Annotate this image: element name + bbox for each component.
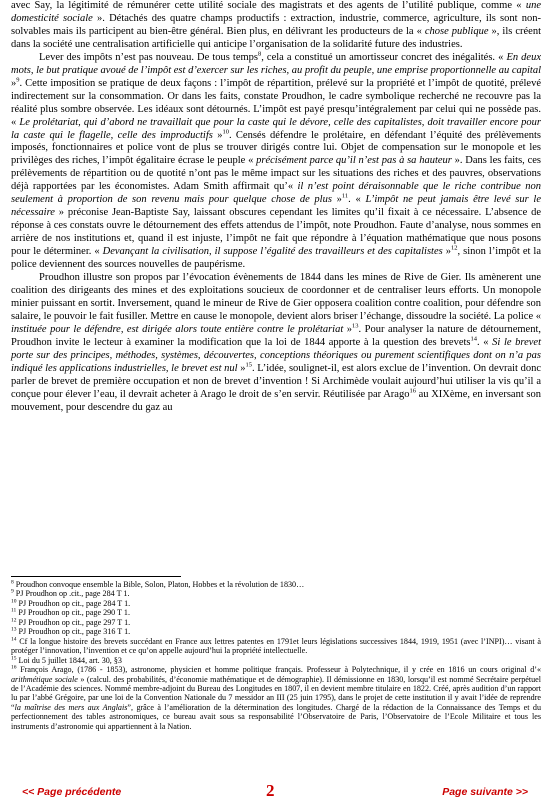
footnote-ref: 15: [11, 654, 17, 661]
footnote-ref: 13: [352, 322, 359, 330]
text-run: avec Say, la légitimité de rémunérer cette utilité sociale des magistrats et des agents de l’utilité publique, comme «: [11, 0, 526, 11]
page-number: 2: [266, 781, 275, 800]
footnote: [11, 627, 541, 636]
text-run: . «: [348, 194, 366, 206]
text-run: . Cette imposition se pratique de deux façons : l’impôt de répartition, prélevé sur la propriété et l’impôt de quotité, prélevé indirectement sur la consommation. Or dans les faits, constate Proudhon, le cadre symbolique recherché ne recouvre pas la réalité plus sombre observée. Les idéaux sont détournés. L’impôt est payé presqu’intégralement par celui qui ne possède pas. «: [11, 77, 541, 128]
footnote-ref: 9: [16, 76, 20, 84]
quote-text: il n’est point déraisonnable que le riche contribue non seulement à proportion de son revenu mais pour quelque chose de plus: [11, 181, 541, 206]
previous-page-link[interactable]: << Page précédente: [22, 786, 122, 798]
footnote: [11, 637, 541, 656]
text-run: . «: [477, 336, 493, 348]
text-run: », ils créent dans la société une centralisation artificielle qui anticipe l’organisation de la solidarité future des industries.: [11, 25, 541, 50]
text-run: , cela a constitué un amortisseur concret des inégalités. «: [261, 51, 507, 63]
text-run: Loi du 5 juillet 1844, art. 30, §3: [16, 655, 122, 665]
text-run: au XIXème, en inversant son mouvement, pour descendre du gaz au: [11, 388, 541, 413]
text-run: ». Dans les faits, ces prélèvements de répartition ou de quotité n’ont pas le même impact sur les situations des riches et des pauvres, observations déjà rapportées par les économistes. Adam Smith affirmait qu’«: [11, 155, 541, 193]
quote-text: Si le brevet porte sur des principes, méthodes, systèmes, découvertes, conceptions théoriques ou purement scientifiques dont on n’a pas indiqué les applications industrielles, le brevet est nul: [11, 336, 542, 374]
footnote: [11, 599, 541, 608]
text-run: » (calcul. des probabilités, d’économie mathématique et de démographie). Il démissionne en 1830, lorsqu’il est nommé Secrétaire perpétuel de l’Académie des sciences. Nommé membre-adjoint du Bureau des Longitudes en 1807, il en devient membre titulaire en 1822. Créé, après audition d’un rapport lu par l’abbé Grégoire, par une loi de la Convention Nationale du 7 messidor an III (25 juin 1795), dans le projet de cette institution il y avait l’idée de reprendre “: [11, 674, 542, 712]
footnote-ref: 16: [409, 387, 416, 395]
footnote: [11, 589, 541, 598]
footnote-separator: [11, 576, 181, 577]
footnote: [11, 656, 541, 665]
footnote: [11, 665, 541, 731]
text-run: , sinon l’impôt et la police deviennent des sources nouvelles de paupérisme.: [11, 246, 541, 271]
footnote-ref: 14: [470, 335, 478, 343]
footnote-ref: 10: [11, 598, 17, 605]
paragraph: [11, 0, 541, 52]
quote-text: la maîtrise des mers aux Anglais: [14, 702, 128, 712]
text-run: PJ Proudhon op .cit., page 284 T 1.: [13, 589, 130, 599]
footnote-ref: 8: [257, 50, 262, 58]
quote-text: L’impôt ne peut jamais être levé sur le nécessaire: [11, 194, 542, 219]
footnote-ref: 9: [11, 588, 14, 595]
footnote: [11, 608, 541, 617]
text-run: »: [331, 194, 342, 206]
text-run: PJ Proudhon op cit., page 284 T 1.: [16, 598, 131, 608]
text-run: Proudhon convoque ensemble la Bible, Solon, Platon, Hobbes et la révolution de 1830…: [13, 580, 305, 589]
footnote-ref: 13: [11, 626, 17, 633]
footnote-ref: 12: [451, 244, 458, 252]
quote-text: Devançant la civilisation, il suppose l’égalité des travailleurs et des capitalistes: [102, 246, 443, 258]
footnote-ref: 11: [341, 192, 349, 200]
paragraph: [11, 52, 541, 272]
quote-text: En deux mots, le but pratique avoué de l’impôt est d’exercer sur les riches, au profit du peuple, une emprise proportionnelle au capital: [11, 51, 541, 76]
text-run: »: [343, 323, 353, 335]
quote-text: arithmétique sociale: [11, 674, 78, 684]
text-run: »: [442, 246, 451, 258]
page-navigation: [0, 782, 550, 804]
text-run: »: [212, 129, 223, 141]
next-page-link[interactable]: Page suivante >>: [442, 786, 528, 798]
text-run: François Arago, (1786 - 1853), astronome, physicien et homme politique français. Professeur à Polytechnique, il y crée en 1816 un cours original d’«: [16, 665, 541, 675]
footnotes: [11, 576, 541, 731]
text-run: ”, grâce à l’amélioration de la détermination des longitudes. Chargé de la rédaction de la Connaissance des Temps et du perfectionnement des tables astronomiques, ce bureau avait sous sa responsabilité l’Observatoire de Paris, l’Observatoire de l’Ecole Militaire et tous les instruments d’astronomie qui appartiennent à la Nation.: [11, 702, 541, 731]
text-run: » préconise Jean-Baptiste Say, laissant obscures cependant les limites qu’il fixait à ce nécessaire. L’absence de réponse à ces constats ouvre le détournement des effets attendus de l’impôt, note Proudhon. Faute d’analyse, nous sommes en arrière de nos institutions et, quand il est injuste, l’impôt ne fait que répondre à l’équation mathématique que nous posons pour le déterminer. «: [11, 207, 541, 258]
text-run: Proudhon illustre son propos par l’évocation évènements de 1844 dans les mines de Rive de Gier. Ils amènerent une coalition des dirigeants des mines et des exploitations soucieux de coordonner et de centraliser leurs efforts. Un monopole minier puissant en sortit. Inversement, quand le mineur de Rive de Gier opposera coalition contre coalition, pour défendre son salaire, le pouvoir le fait fusiller. Mettre en cause le monopole, devient alors briser l’échange, dissoudre la société. La police «: [11, 272, 541, 322]
text-run: PJ Proudhon op cit., page 290 T 1.: [16, 608, 130, 618]
footnote: [11, 618, 541, 627]
footnote-ref: 8: [11, 579, 14, 586]
footnote-ref: 10: [222, 128, 229, 136]
quote-text: précisément parce qu’il n’est pas à sa hauteur: [256, 155, 452, 167]
text-run: PJ Proudhon op cit., page 297 T 1.: [16, 617, 131, 627]
text-run: . Censés défendre le prolétaire, en défendant l’équité des prélèvements imposés, fonctionnaires et police vont de plus se trouver dirigés contre lui. Objet de compensation sur le monopole et les privilèges des riches, l’impôt égalitaire écrase le peuple «: [11, 129, 542, 167]
footnote-list: [11, 580, 541, 731]
text-run: Cf la longue histoire des brevets succédant en France aux lettres patentes en 1791et leurs législations successives 1844, 1919, 1951 (avec l’INPI)… visant à protéger l’innovation, l’invention et ce qu’on appelle aujourd’hui la propriété intellectuelle.: [11, 636, 541, 656]
text-run: Lever des impôts n’est pas nouveau. De tous temps: [39, 51, 258, 63]
text-run: »: [237, 362, 246, 374]
text-run: PJ Proudhon op cit., page 316 T 1.: [16, 627, 131, 637]
text-run: . Pour analyser la nature de détournement, Proudhon invite le lecteur à examiner la modification que la loi de 1844 apporte à la question des brevets: [11, 323, 541, 348]
text-run: . L’idée, soulignet-il, est alors exclue de l’invention. On devrait donc parler de brevet de première occupation et non de brevet d’invention ! Si Archimède voulait aujourd’hui utiliser la vis qu’il a conçue pour élever l’eau, il devrait acheter à Arago le droit de s’en servir. Réutilisée par Arago: [11, 362, 541, 400]
text-run: »: [11, 77, 17, 89]
text-run: ». Détachés des quatre champs productifs : extraction, industrie, commerce, agriculture, ils sont non-solvables mais ils participent au bien-être général. Bien plus, en délivrant les producteurs de la «: [11, 12, 541, 37]
body-text: [11, 0, 541, 415]
footnote-ref: 15: [245, 361, 252, 369]
quote-text: chose publique: [424, 25, 489, 37]
footnote-ref: 12: [11, 617, 17, 624]
footnote-ref: 16: [11, 664, 17, 671]
quote-text: Le prolétariat, qui d’abord ne travaillait que pour la caste qui le dévore, celle des capitalistes, doit travailler encore pour la caste qui le flagelle, celle des improductifs: [11, 116, 542, 141]
footnote-ref: 11: [11, 607, 17, 614]
paragraph: [11, 272, 541, 414]
footnote-ref: 14: [11, 636, 17, 643]
quote-text: une domesticité sociale: [11, 0, 541, 24]
quote-text: instituée pour le défendre, est dirigée alors toute entière contre le prolétariat: [11, 323, 344, 335]
